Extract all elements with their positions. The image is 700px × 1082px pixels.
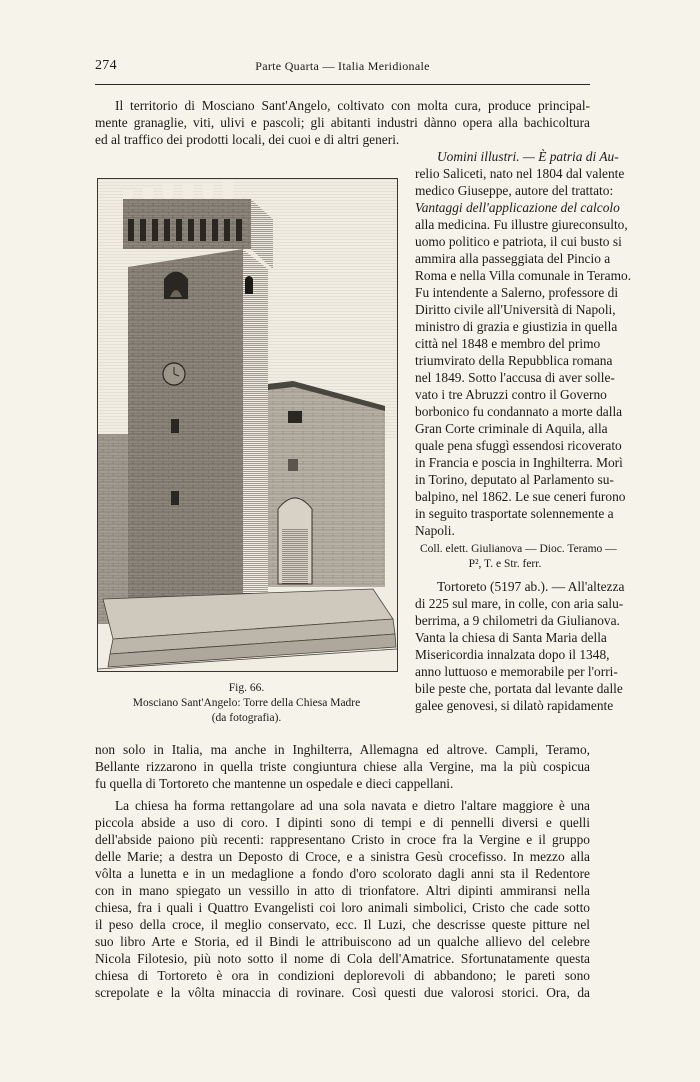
text-line: Tortoreto (5197 ab.). — All'altezza: [437, 579, 625, 594]
text-line: città nel 1848 e membro del primo: [415, 336, 601, 351]
text-line: La chiesa ha forma rettangolare ad una sola navata e dietro l'altare maggiore è una: [115, 798, 590, 813]
text-line: mente granaglie, viti, ulivi e pascoli; gli abitanti industri dànno opera alla bachicoltura: [95, 115, 590, 130]
text-line: ed al traffico dei prodotti locali, dei cuoi e di altri generi.: [95, 132, 400, 147]
figure-illustration: [97, 178, 398, 672]
tower-engraving: [98, 179, 397, 671]
text-line: nel 1849. Sotto l'accusa di aver solle-: [415, 370, 615, 385]
text-line: Vanta la chiesa di Santa Maria della: [415, 630, 607, 645]
text-line: alla medicina. Fu illustre giureconsulto,: [415, 217, 628, 232]
text-line: dell'abside paiono più recenti: rappresentano Cristo in croce fra la Vergine e il gruppo: [95, 832, 590, 847]
text-line: quale pena sfuggì essendosi ricoverato: [415, 438, 622, 453]
text-line: in Torino, deputato al Parlamento su-: [415, 472, 614, 487]
page-number: 274: [95, 58, 117, 73]
header-rule: [95, 84, 590, 85]
text-line: borbonico fu condannato a morte dalla: [415, 404, 623, 419]
text-line: in Francia e poscia in Inghilterra. Morì: [415, 455, 623, 470]
text-line: uomo politico e patriota, il cui busto si: [415, 234, 622, 249]
text-line: balpino, nel 1862. Le sue ceneri furono: [415, 489, 626, 504]
text-line: di 225 sul mare, in colle, con aria salu-: [415, 596, 624, 611]
text-line: galee genovesi, si dilatò rapidamente: [415, 698, 614, 713]
text-line: Diritto civile all'Università di Napoli,: [415, 302, 616, 317]
text-line: vôlta a lunetta e in un medaglione a fondo d'oro scolorato dagli anni sta il Redentore: [95, 866, 590, 881]
text-line: Misericordia innalzata dopo il 1348,: [415, 647, 610, 662]
info-line: P², T. e Str. ferr.: [468, 558, 542, 570]
text-line: Il territorio di Mosciano Sant'Angelo, coltivato con molta cura, produce principal-: [115, 98, 590, 113]
text-line: suo libro Arte e Storia, ed il Bindi le attribuiscono ad un qualche allievo del celebre: [95, 934, 590, 949]
text-line: delle Marie; a destra un Deposto di Croce, e a sinistra Gesù crocefisso. In mezzo alla: [95, 849, 590, 864]
text-line: bile peste che, portata dal levante dalle: [415, 681, 623, 696]
text-line: Bellante rizzarono in quella triste congiuntura chiese alla Vergine, ma la più cospicua: [95, 759, 590, 774]
text-line: [437, 148, 619, 165]
text-line: Nicola Filotesio, più noto sotto il nome di Cola dell'Amatrice. Sfortunatamente questa: [95, 951, 590, 966]
text-line: con in mano spiegato un vessillo in atto di trionfatore. Altri dipinti ammiransi nella: [95, 883, 590, 898]
info-line: Coll. elett. Giulianova — Dioc. Teramo —: [420, 543, 617, 555]
text-line: vato i tre Abruzzi contro il Governo: [415, 387, 607, 402]
text-line: in seguito trasportate solennemente a: [415, 506, 614, 521]
page-header: [95, 58, 590, 78]
section-heading: Uomini illustri. — È patria di Au-: [437, 149, 619, 164]
text-line: relio Saliceti, nato nel 1804 dal valente: [415, 166, 625, 181]
text-line: screpolate e la vôlta minaccia di rovinare. Così questi due valorosi storici. Ora, da: [95, 985, 590, 1000]
text-line: chiesa di Tortoreto è ora in condizioni deplorevoli di abbandono; le pareti sono: [95, 968, 590, 983]
text-line: chiesa, fra i quali i Quattro Evangelisti coi loro animali simbolici, Cristo che cade sotto: [95, 900, 590, 915]
text-line: Napoli.: [415, 523, 455, 538]
figure-label: Fig. 66.: [228, 682, 265, 694]
text-line: ministro di grazia e giustizia in quella: [415, 319, 618, 334]
text-line: berrima, a 9 chilometri da Giulianova.: [415, 613, 620, 628]
text-line: Gran Corte criminale di Aquila, alla: [415, 421, 608, 436]
text-line: medico Giuseppe, autore del trattato:: [415, 183, 614, 198]
text-line: fu quella di Tortoreto che mantenne un ospedale e dieci cappellani.: [95, 776, 454, 791]
figure-caption-note: (da fotografia).: [211, 712, 282, 724]
text-line: anno luttuoso e memorabile per l'orri-: [415, 664, 618, 679]
text-line: piccola abside a uso di coro. I dipinti sono di tempi e di pennelli diversi e quelli: [95, 815, 590, 830]
text-line: non solo in Italia, ma anche in Inghilterra, Allemagna ed altrove. Campli, Teramo,: [95, 742, 590, 757]
text-line: Vantaggi dell'applicazione del calcolo: [415, 200, 620, 215]
text-line: Fu intendente a Salerno, professore di: [415, 285, 619, 300]
text-line: triumvirato della Repubblica romana: [415, 353, 613, 368]
text-line: il peso della croce, il meglio conservato, ecc. Il Luzi, che descrisse queste pitture nel: [95, 917, 590, 932]
text-line: Roma e nella Villa comunale in Teramo.: [415, 268, 632, 283]
text-line: ammira alla passeggiata del Pincio a: [415, 251, 611, 266]
figure-caption: Mosciano Sant'Angelo: Torre della Chiesa Madre: [132, 697, 361, 709]
running-title: Parte Quarta — Italia Meridionale: [255, 59, 430, 73]
